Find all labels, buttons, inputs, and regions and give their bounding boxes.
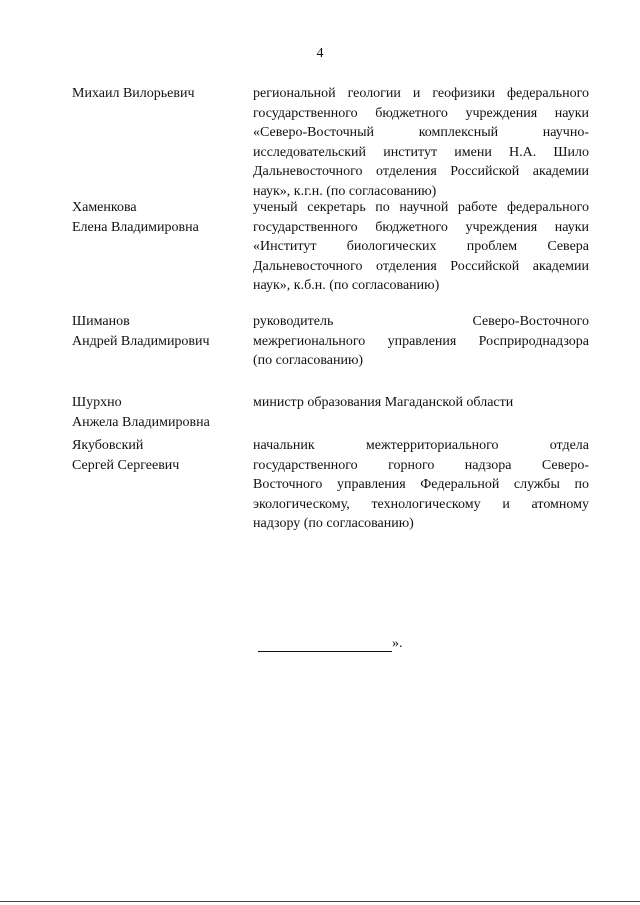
description-line: ученый секретарь по научной работе федерального bbox=[253, 200, 589, 215]
description-line: «Северо-Восточный комплексный научно- bbox=[253, 125, 589, 140]
description-line: Восточного управления Федеральной службы по bbox=[253, 477, 589, 492]
underline-rule bbox=[258, 637, 392, 652]
member-description bbox=[253, 198, 589, 296]
member-name: Якубовский Сергей Сергеевич bbox=[72, 438, 180, 473]
member-name: Михаил Вилорьевич bbox=[72, 86, 195, 101]
description-line: наук», к.б.н. (по согласованию) bbox=[253, 278, 440, 293]
member-name: Шурхно Анжела Владимировна bbox=[72, 395, 210, 430]
description-line: наук», к.г.н. (по согласованию) bbox=[253, 183, 437, 199]
member-description bbox=[253, 84, 589, 201]
description-line: надзору (по согласованию) bbox=[253, 516, 414, 531]
member-description bbox=[253, 312, 589, 371]
description-line: государственного бюджетного учреждения науки bbox=[253, 219, 589, 235]
member-name: Хаменкова Елена Владимировна bbox=[72, 200, 199, 235]
description-line: «Институт биологических проблем Севера bbox=[253, 239, 589, 254]
page-bottom-divider bbox=[0, 901, 640, 902]
member-description bbox=[253, 436, 589, 534]
description-line: Дальневосточного отделения Российской академии bbox=[253, 164, 589, 179]
member-name: Шиманов Андрей Владимирович bbox=[72, 314, 210, 349]
description-line: исследовательский институт имени Н.А. Шило bbox=[253, 144, 589, 160]
description-line: Дальневосточного отделения Российской академии bbox=[253, 258, 589, 274]
description-line: государственного горного надзора Северо- bbox=[253, 457, 589, 473]
description-line: экологическому, технологическому и атомному bbox=[253, 496, 589, 512]
description-line: региональной геологии и геофизики федерального bbox=[253, 86, 589, 101]
description-line: государственного бюджетного учреждения науки bbox=[253, 105, 589, 121]
closing-signature-line bbox=[258, 636, 403, 652]
closing-mark: ». bbox=[392, 636, 403, 651]
member-description bbox=[253, 393, 589, 413]
description-line: министр образования Магаданской области bbox=[253, 395, 514, 410]
description-line: руководитель Северо-Восточного bbox=[253, 314, 589, 329]
description-line: межрегионального управления Росприроднадзора bbox=[253, 333, 589, 349]
description-line: начальник межтерриториального отдела bbox=[253, 438, 589, 453]
description-line: (по согласованию) bbox=[253, 353, 364, 368]
page-number: 4 bbox=[316, 46, 324, 61]
